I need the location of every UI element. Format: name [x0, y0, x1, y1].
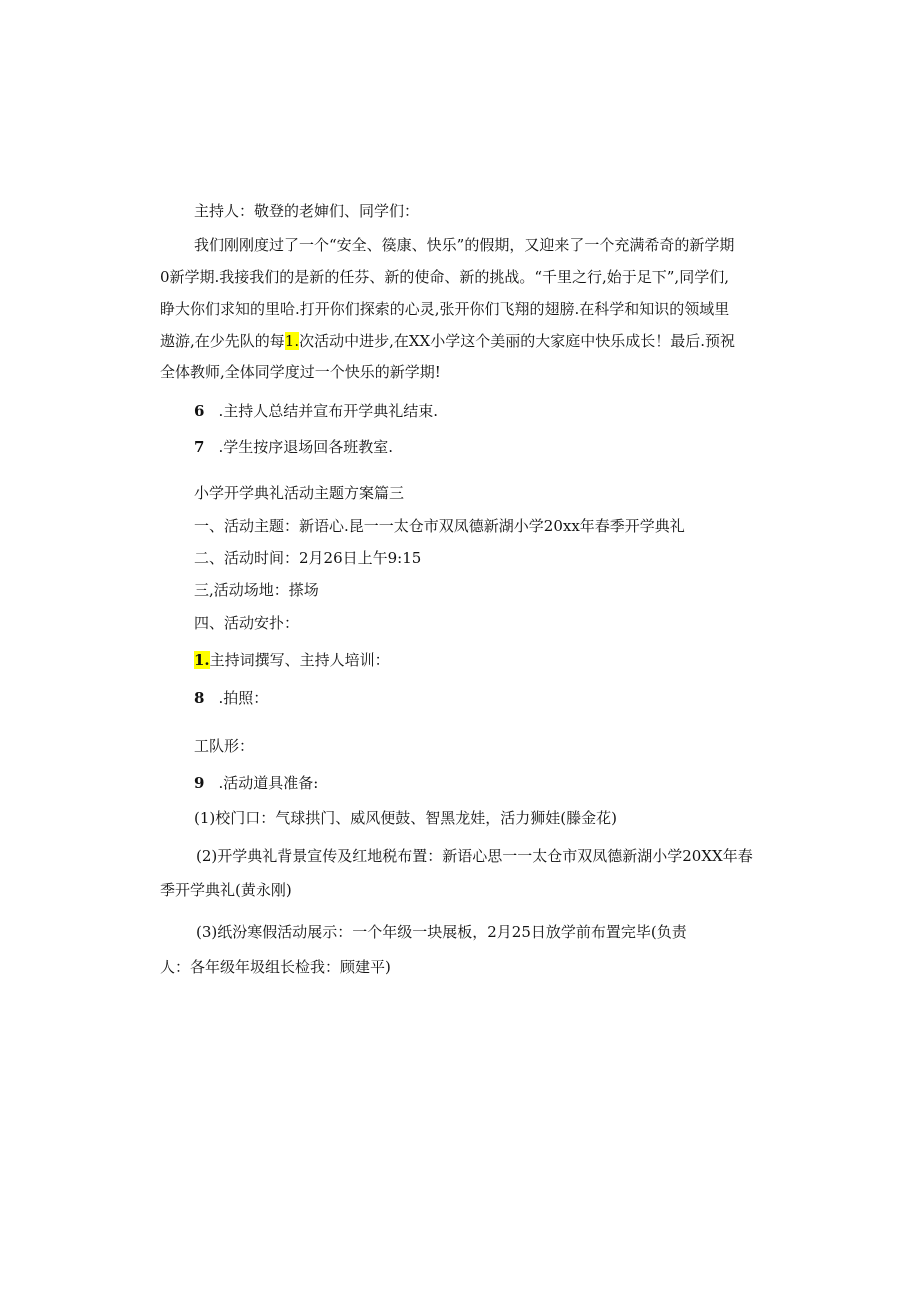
list-text: .学生按序退场回各班教室.	[218, 438, 393, 456]
list-text: .活动道具准备:	[218, 774, 319, 792]
section-title: 小学开学典礼活动主题方案篇三	[194, 484, 405, 502]
paragraph-line-4-start: 遨游,在少先队的每	[160, 332, 285, 350]
list-text: .拍照：	[218, 689, 269, 707]
paragraph-line-2: 0新学期.我接我们的是新的任芬、新的使命、新的挑战。“千里之行,始于足下”,同学们,	[160, 268, 729, 286]
list-item-9	[194, 773, 318, 793]
paragraph-line-5: 全体教师,全体同学度过一个快乐的新学期!	[160, 363, 441, 381]
prop-item-2-line-1: (2)开学典礼背景宣传及红地税布置：新语心思一一太仓市双凤德新湖小学20XX年春	[196, 847, 753, 865]
activity-theme: 一、活动主题：新语心.昆一一太仓市双凤德新湖小学20xx年春季开学典礼	[194, 517, 685, 535]
list-item-7	[194, 437, 393, 457]
list-number: 8	[194, 689, 205, 707]
paragraph-line-4	[160, 331, 735, 351]
prop-item-3-line-2: 人：各年级年圾组长检我：顾建平)	[160, 958, 391, 976]
list-item-6	[194, 401, 438, 421]
formation-line: 工队形：	[194, 737, 255, 755]
host-greeting: 主持人：敬登的老婶们、同学们：	[194, 202, 420, 220]
highlighted-number: 1.	[284, 332, 300, 350]
prop-item-2-line-2: 季开学典礼(黄永刚)	[160, 881, 292, 899]
list-number: 7	[194, 438, 205, 456]
prop-item-3-line-1: (3)纸汾寒假活动展示：一个年级一块展板，2月25日放学前布置完毕(负责	[196, 923, 687, 941]
list-number: 6	[194, 402, 205, 420]
list-text: .主持人总结并宣布开学典礼结束.	[218, 402, 438, 420]
paragraph-line-1: 我们刚刚度过了一个“安全、篌康、快乐”的假期，又迎来了一个充满希奇的新学期	[194, 236, 735, 254]
sub-item-text: 主持词撰写、主持人培训：	[209, 651, 390, 669]
prop-item-1: (1)校门口：气球拱门、威风便鼓、智黑龙娃，活力狮娃(滕金花)	[194, 809, 617, 827]
activity-venue: 三,活动场地：搽场	[194, 581, 319, 599]
paragraph-line-3: 睁大你们求知的里哈.打开你们探索的心灵,张开你们飞翔的翅膀.在科学和知识的领域里	[160, 300, 730, 318]
list-item-8	[194, 688, 268, 708]
paragraph-line-4-end: 次活动中进步,在XX小学这个美丽的大家庭中快乐成长！最后.预祝	[299, 332, 735, 350]
highlighted-number: 1.	[194, 651, 210, 669]
activity-time: 二、活动时间：2月26日上午9:15	[194, 549, 422, 567]
activity-arrangement: 四、活动安扑：	[194, 614, 300, 632]
sub-item-1	[194, 650, 390, 670]
list-number: 9	[194, 774, 205, 792]
